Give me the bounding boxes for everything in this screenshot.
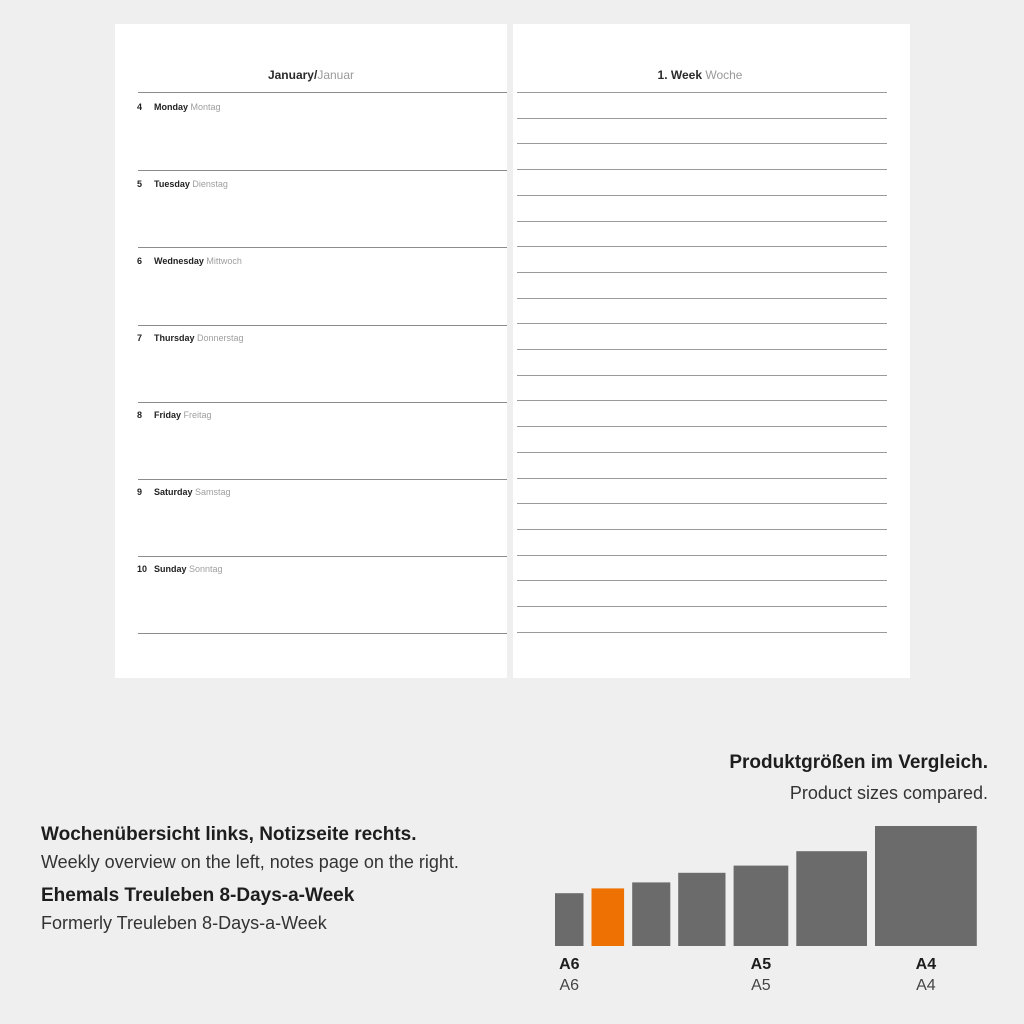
size-label-en: A6 (559, 956, 580, 973)
week-de: Woche (705, 68, 743, 82)
day-name-en: Monday (154, 102, 189, 112)
day-number: 6 (137, 256, 143, 266)
size-label-de: A4 (916, 977, 936, 994)
size-label-de: A5 (751, 977, 771, 994)
month-de: Januar (317, 68, 355, 82)
day-name-de: Sonntag (189, 564, 223, 574)
month-separator: / (313, 68, 318, 82)
day-name-en: Tuesday (154, 179, 190, 189)
layout-title-de: Wochenübersicht links, Notizseite rechts. (41, 824, 417, 845)
former-name-de: Ehemals Treuleben 8-Days-a-Week (41, 885, 355, 906)
day-name-de: Donnerstag (197, 333, 244, 343)
week-en: 1. Week (657, 68, 702, 82)
size-bar (796, 851, 867, 946)
day-number: 5 (137, 179, 143, 189)
month-en: January (267, 68, 314, 82)
size-bar (875, 826, 977, 946)
day-name-de: Mittwoch (206, 256, 242, 266)
size-bar (734, 866, 789, 946)
size-bar-highlight (592, 888, 625, 946)
day-name-en: Thursday (154, 333, 195, 343)
day-name-de: Montag (190, 102, 221, 112)
size-label-en: A4 (915, 956, 937, 973)
day-number: 4 (137, 102, 143, 112)
day-name-en: Friday (154, 410, 182, 420)
layout-title-en: Weekly overview on the left, notes page on the right. (41, 852, 459, 872)
day-number: 10 (137, 564, 148, 574)
day-name-de: Samstag (195, 487, 231, 497)
day-number: 8 (137, 410, 143, 420)
day-name-en: Sunday (154, 564, 187, 574)
day-name-de: Freitag (183, 410, 212, 420)
size-bar (678, 873, 725, 946)
former-name-en: Formerly Treuleben 8-Days-a-Week (41, 913, 327, 933)
size-bar (632, 882, 670, 946)
day-name-en: Saturday (154, 487, 193, 497)
size-bar (555, 893, 584, 946)
size-compare-subtitle: Product sizes compared. (789, 783, 988, 803)
size-compare-title: Produktgrößen im Vergleich. (729, 752, 988, 773)
day-number: 9 (137, 487, 143, 497)
size-label-de: A6 (559, 977, 580, 994)
day-name-de: Dienstag (192, 179, 228, 189)
day-number: 7 (137, 333, 143, 343)
size-label-en: A5 (750, 956, 772, 973)
day-name-en: Wednesday (154, 256, 204, 266)
